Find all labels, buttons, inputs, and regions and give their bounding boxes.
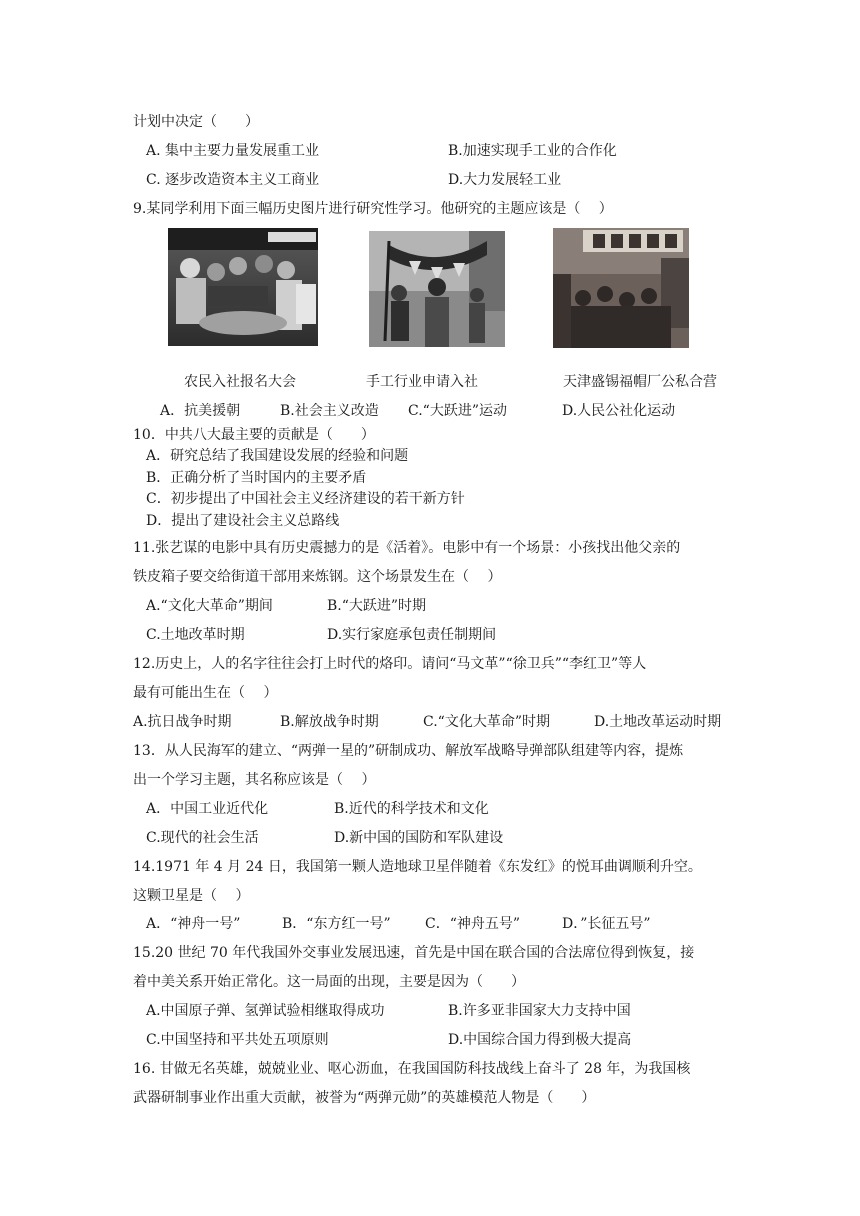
q13-option-b: B.近代的科学技术和文化 (334, 801, 489, 817)
photo-farmers-registration (168, 228, 318, 346)
photo-caption-2: 手工行业申请入社 (366, 374, 478, 390)
q11-option-c: C.土地改革时期 (146, 627, 245, 643)
q10-stem: 10．中共八大最主要的贡献是（ ） (133, 427, 375, 443)
q9-stem: 9.某同学利用下面三幅历史图片进行研究性学习。他研究的主题应该是（ ） (133, 201, 613, 217)
q10-option-b: B．正确分析了当时国内的主要矛盾 (146, 470, 367, 486)
q13-stem-line2: 出一个学习主题，其名称应该是（ ） (133, 772, 376, 788)
q12-stem-line2: 最有可能出生在（ ） (133, 685, 278, 701)
q14-option-c: C．“神舟五号” (425, 916, 521, 932)
q11-stem-line1: 11.张艺谋的电影中具有历史震撼力的是《活着》。电影中有一个场景：小孩找出他父亲的 (133, 540, 681, 556)
q13-option-a: A．中国工业近代化 (146, 801, 269, 817)
q9-option-c: C.“大跃进”运动 (408, 403, 507, 419)
q12-option-b: B.解放战争时期 (280, 714, 379, 730)
q11-option-a: A.“文化大革命”期间 (146, 598, 273, 614)
q9-option-b: B.社会主义改造 (280, 403, 379, 419)
q14-stem-line1: 14.1971 年 4 月 24 日，我国第一颗人造地球卫星伴随着《东发红》的悦耳曲调顺利升空。 (133, 859, 702, 875)
q9-option-d: D.人民公社化运动 (562, 403, 676, 419)
q11-stem-line2: 铁皮箱子要交给街道干部用来炼钢。这个场景发生在（ ） (133, 569, 502, 585)
q13-stem-line1: 13．从人民海军的建立、“两弹一星的”研制成功、解放军战略导弹部队组建等内容，提炼 (133, 743, 684, 759)
q15-option-b: B.许多亚非国家大力支持中国 (448, 1003, 631, 1019)
q15-stem-line1: 15.20 世纪 70 年代我国外交事业发展迅速，首先是中国在联合国的合法席位得到恢复，接 (133, 945, 695, 961)
photo-caption-3: 天津盛锡福帽厂公私合营 (563, 374, 717, 390)
q15-option-d: D.中国综合国力得到极大提高 (448, 1032, 632, 1048)
q14-option-b: B．“东方红一号” (282, 916, 391, 932)
q8-stem-tail: 计划中决定（ ） (133, 114, 259, 130)
q10-option-c: C．初步提出了中国社会主义经济建设的若干新方针 (146, 491, 465, 507)
q9-option-a: A．抗美援朝 (160, 403, 241, 419)
q14-option-a: A．“神舟一号” (146, 916, 241, 932)
q15-option-c: C.中国坚持和平共处五项原则 (146, 1032, 329, 1048)
q15-stem-line2: 着中美关系开始正常化。这一局面的出现，主要是因为（ ） (133, 974, 525, 990)
q11-option-b: B.“大跃进”时期 (327, 598, 427, 614)
q8-option-d: D.大力发展轻工业 (448, 172, 562, 188)
photo-caption-1: 农民入社报名大会 (184, 374, 296, 390)
q12-stem-line1: 12.历史上，人的名字往往会打上时代的烙印。请问“马文革”“徐卫兵”“李红卫”等人 (133, 656, 647, 672)
q10-option-a: A．研究总结了我国建设发展的经验和问题 (146, 448, 409, 464)
q14-stem-line2: 这颗卫星是（ ） (133, 888, 250, 904)
q8-option-a: A. 集中主要力量发展重工业 (146, 143, 320, 159)
q16-stem-line1: 16. 甘做无名英雄，兢兢业业、呕心沥血，在我国国防科技战线上奋斗了 28 年，为我国核 (133, 1061, 691, 1077)
q13-option-c: C.现代的社会生活 (146, 830, 259, 846)
q12-option-a: A.抗日战争时期 (133, 714, 232, 730)
q13-option-d: D.新中国的国防和军队建设 (334, 830, 504, 846)
q14-option-d: D．”长征五号” (562, 916, 651, 932)
q12-option-d: D.土地改革运动时期 (594, 714, 722, 730)
q12-option-c: C.“文化大革命”时期 (423, 714, 550, 730)
q11-option-d: D.实行家庭承包责任制期间 (327, 627, 497, 643)
q16-stem-line2: 武器研制事业作出重大贡献，被誉为“两弹元勋”的英雄模范人物是（ ） (133, 1090, 596, 1106)
photo-hat-factory (553, 228, 689, 348)
q8-option-c: C. 逐步改造资本主义工商业 (146, 172, 320, 188)
q8-option-b: B.加速实现手工业的合作化 (448, 143, 617, 159)
photo-handicraft-application (369, 231, 505, 347)
q15-option-a: A.中国原子弹、氢弹试验相继取得成功 (146, 1003, 385, 1019)
q10-option-d: D．提出了建设社会主义总路线 (146, 513, 340, 529)
